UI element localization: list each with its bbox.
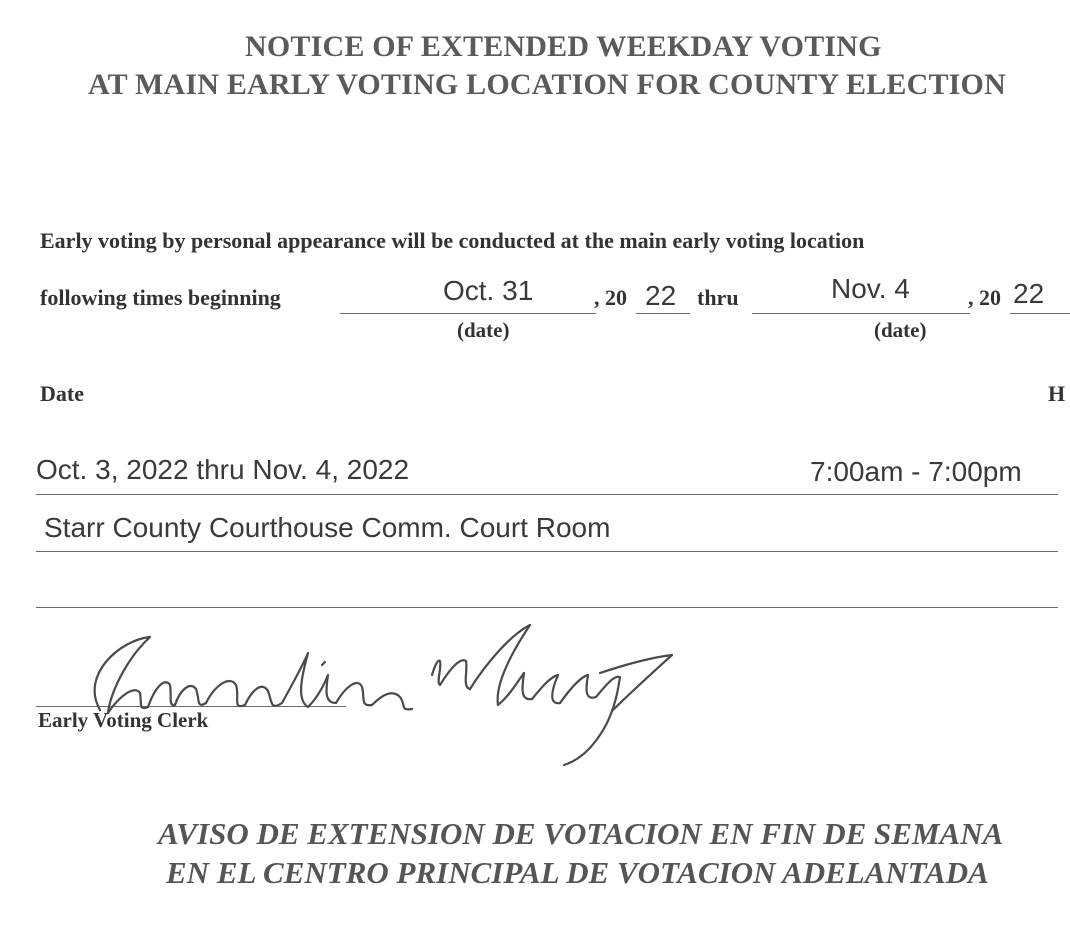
- early-voting-clerk-label: Early Voting Clerk: [38, 708, 209, 732]
- schedule-row-line-2: [36, 551, 1058, 552]
- start-date-value: Oct. 31: [443, 275, 534, 306]
- end-year-value: 22: [1013, 278, 1045, 309]
- spanish-title-line2: EN EL CENTRO PRINCIPAL DE VOTACION ADELANTADA: [166, 855, 989, 890]
- start-year-value: 22: [645, 280, 677, 311]
- schedule-row-line-1: [36, 494, 1058, 495]
- start-date-blank-line: [340, 313, 596, 314]
- notice-title-line2: AT MAIN EARLY VOTING LOCATION FOR COUNTY ELECTION: [88, 68, 1006, 101]
- intro-line2-prefix: following times beginning: [40, 285, 281, 310]
- hours-column-header: H: [1048, 381, 1066, 406]
- start-date-caption: (date): [457, 318, 510, 342]
- thru-label: thru: [697, 285, 739, 310]
- end-date-caption: (date): [874, 318, 927, 342]
- location-value: Starr County Courthouse Comm. Court Room: [44, 512, 611, 543]
- start-year-blank-line: [636, 313, 690, 314]
- comma-20-b: , 20: [968, 285, 1001, 310]
- notice-title-line1: NOTICE OF EXTENDED WEEKDAY VOTING: [245, 30, 882, 63]
- schedule-row-line-3: [36, 607, 1058, 608]
- hours-value: 7:00am - 7:00pm: [810, 456, 1022, 487]
- end-date-value: Nov. 4: [831, 273, 910, 304]
- end-year-blank-line: [1010, 313, 1070, 314]
- date-column-header: Date: [40, 381, 84, 406]
- signature-image: [40, 615, 700, 775]
- end-date-blank-line: [752, 313, 970, 314]
- date-range-value: Oct. 3, 2022 thru Nov. 4, 2022: [36, 454, 410, 485]
- intro-line1: Early voting by personal appearance will be conducted at the main early voting location: [40, 228, 865, 253]
- spanish-title-line1: AVISO DE EXTENSION DE VOTACION EN FIN DE SEMANA: [158, 816, 1004, 851]
- comma-20-a: , 20: [594, 285, 627, 310]
